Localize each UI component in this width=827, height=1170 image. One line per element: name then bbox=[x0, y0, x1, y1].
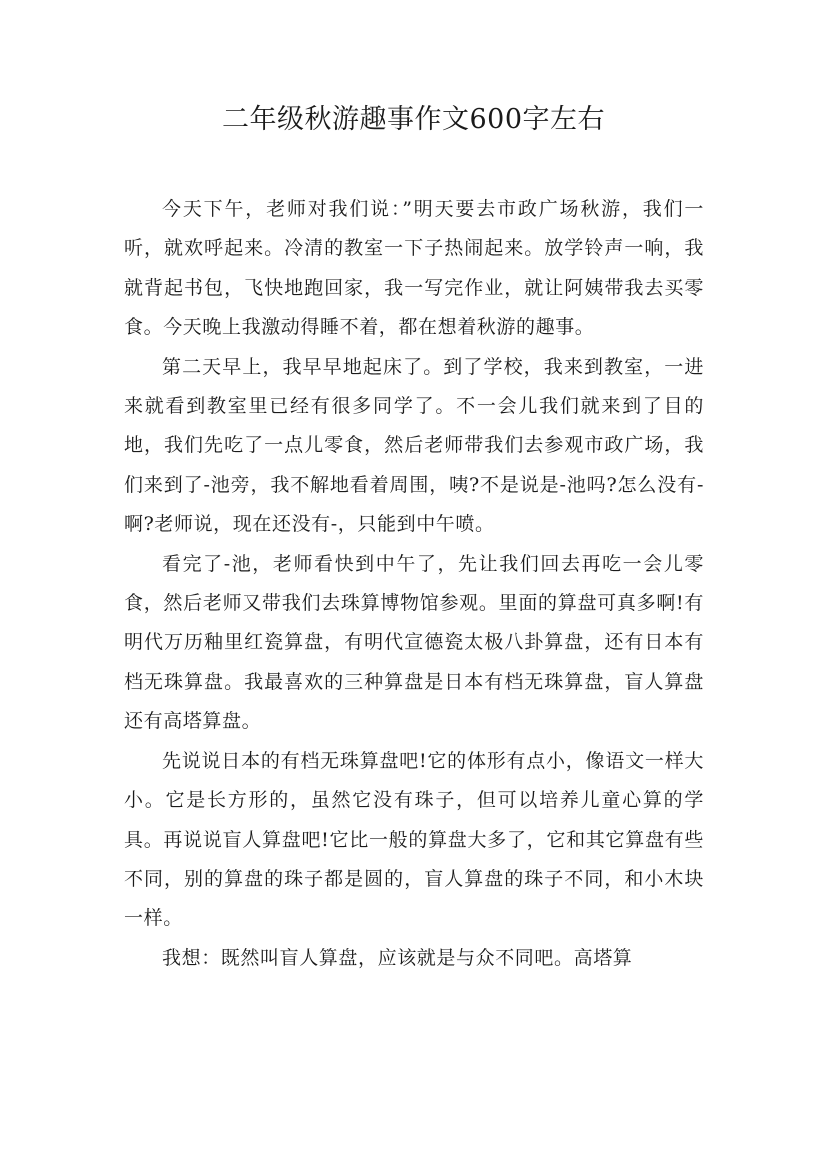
document-body bbox=[124, 190, 704, 978]
paragraph-2: 第二天早上，我早早地起床了。到了学校，我来到教室，一进来就看到教室里已经有很多同学了。不一会儿我们就来到了目的地，我们先吃了一点儿零食，然后老师带我们去参观市政广场，我们来到了-池旁，我不解地看着周围，咦?不是说是-池吗?怎么没有-啊?老师说，现在还没有-，只能到中午喷。 bbox=[124, 355, 704, 536]
document-title: 二年级秋游趣事作文600字左右 bbox=[221, 104, 606, 135]
paragraph-3: 看完了-池，老师看快到中午了，先让我们回去再吃一会儿零食，然后老师又带我们去珠算博物馆参观。里面的算盘可真多啊!有明代万历釉里红瓷算盘，有明代宣德瓷太极八卦算盘，还有日本有档无珠算盘。我最喜欢的三种算盘是日本有档无珠算盘，盲人算盘还有高塔算盘。 bbox=[124, 552, 704, 733]
paragraph-1: 今天下午，老师对我们说：”明天要去市政广场秋游，我们一听，就欢呼起来。冷清的教室一下子热闹起来。放学铃声一响，我就背起书包，飞快地跑回家，我一写完作业，就让阿姨带我去买零食。今天晚上我激动得睡不着，都在想着秋游的趣事。 bbox=[124, 198, 704, 339]
paragraph-4: 先说说日本的有档无珠算盘吧!它的体形有点小，像语文一样大小。它是长方形的，虽然它没有珠子，但可以培养儿童心算的学具。再说说盲人算盘吧!它比一般的算盘大多了，它和其它算盘有些不同，别的算盘的珠子都是圆的，盲人算盘的珠子不同，和小木块一样。 bbox=[124, 749, 704, 930]
paragraph-5: 我想：既然叫盲人算盘，应该就是与众不同吧。高塔算 bbox=[162, 946, 633, 969]
